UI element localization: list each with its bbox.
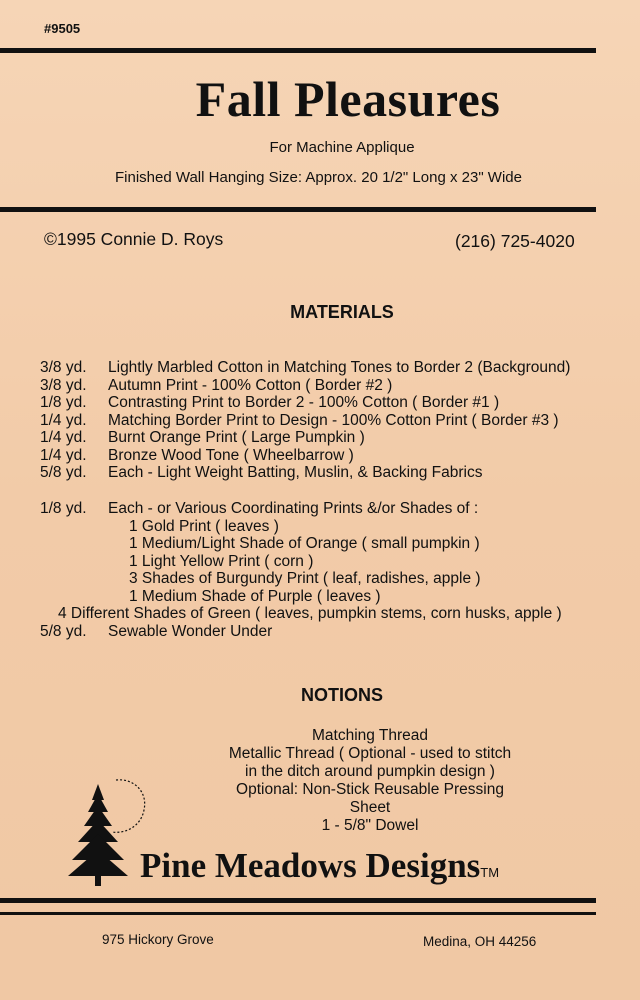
phone-number: (216) 725-4020 [455,231,575,251]
list-item [40,447,570,465]
material-desc: Lightly Marbled Cotton in Matching Tones to Border 2 (Background) [108,359,571,376]
material-qty: 1/4 yd. [40,446,87,464]
material-qty: 1/4 yd. [40,411,87,429]
notion-line: Sheet [349,799,391,816]
pattern-subtitle: For Machine Applique [269,139,415,156]
materials-heading: MATERIALS [290,302,394,322]
sub-item: 3 Shades of Burgundy Print ( leaf, radishes, apple ) [129,570,481,587]
list-item [40,377,570,395]
sub-item: 1 Medium/Light Shade of Orange ( small pumpkin ) [129,535,480,552]
material-desc: Sewable Wonder Under [108,622,273,640]
list-item [40,429,570,447]
material-qty: 1/8 yd. [40,394,87,411]
material-qty: 1/8 yd. [40,500,87,517]
notion-line: Metallic Thread ( Optional - used to stitch [228,745,512,762]
top-rule [0,48,596,53]
copyright: ©1995 Connie D. Roys [44,229,224,249]
header-rule [0,207,596,212]
material-qty: 5/8 yd. [40,464,87,481]
list-item [40,623,562,641]
finished-size: Finished Wall Hanging Size: Approx. 20 1/2" Long x 23" Wide [115,169,522,186]
material-desc: Matching Border Print to Design - 100% Cotton Print ( Border #3 ) [108,411,559,429]
greens-item: 4 Different Shades of Green ( leaves, pumpkin stems, corn husks, apple ) [58,605,562,622]
material-desc: Each - Light Weight Batting, Muslin, & Backing Fabrics [108,464,483,481]
sub-item: 1 Medium Shade of Purple ( leaves ) [129,587,381,605]
list-item [40,412,570,430]
materials-list [40,359,570,482]
pattern-number: #9505 [44,21,81,36]
material-desc: Autumn Print - 100% Cotton ( Border #2 ) [108,376,393,394]
material-desc: Each - or Various Coordinating Prints &/or Shades of : [108,500,479,517]
list-item [40,500,562,518]
notion-line: in the ditch around pumpkin design ) [245,763,495,780]
notions-list [120,727,620,835]
material-desc: Contrasting Print to Border 2 - 100% Cotton ( Border #1 ) [108,394,500,411]
material-qty: 3/8 yd. [40,376,87,394]
brand-name [140,846,499,886]
notion-line: Optional: Non-Stick Reusable Pressing [236,781,504,798]
pine-tree-moon-icon [64,774,150,890]
list-item [40,394,570,412]
coordinating-prints [40,500,562,640]
sub-item: 1 Gold Print ( leaves ) [129,517,279,535]
material-qty: 1/4 yd. [40,429,87,446]
material-qty: 3/8 yd. [40,359,87,376]
notion-line: 1 - 5/8" Dowel [321,817,419,834]
list-item [40,464,570,482]
list-item [40,359,570,377]
material-desc: Bronze Wood Tone ( Wheelbarrow ) [108,446,354,464]
trademark: TM [480,865,500,880]
notions-heading: NOTIONS [300,685,383,705]
material-desc: Burnt Orange Print ( Large Pumpkin ) [108,429,365,446]
city-state-zip: Medina, OH 44256 [423,934,537,949]
footer-rule-bottom [0,912,596,915]
sub-item: 1 Light Yellow Print ( corn ) [129,552,314,570]
pattern-title: Fall Pleasures [195,71,501,127]
street-address: 975 Hickory Grove [102,932,214,947]
material-qty: 5/8 yd. [40,622,87,640]
footer-rule-top [0,898,596,903]
brand-text: Pine Meadows Designs [140,846,481,885]
notion-line: Matching Thread [311,727,429,744]
